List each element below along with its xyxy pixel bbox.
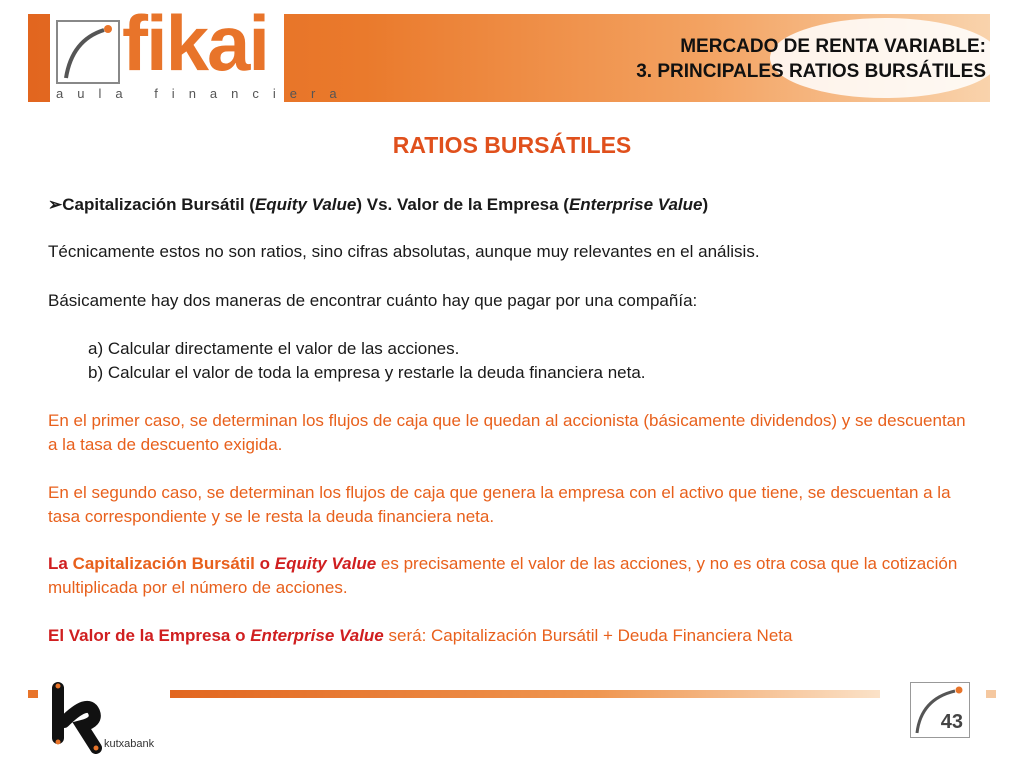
paragraph-2: Básicamente hay dos maneras de encontrar cuánto hay que pagar por una compañía: bbox=[48, 291, 698, 310]
page-number: 43 bbox=[940, 711, 963, 733]
bullet-text-2: ) Vs. Valor de la Empresa ( bbox=[356, 195, 569, 214]
header-title bbox=[636, 34, 986, 84]
p5-equity-value: Equity Value bbox=[274, 554, 377, 573]
header-title-line-2: 3. PRINCIPALES RATIOS BURSÁTILES bbox=[636, 61, 986, 82]
option-b: b) Calcular el valor de toda la empresa y restarle la deuda financiera neta. bbox=[88, 363, 646, 382]
p6-valor-empresa: El Valor de la Empresa o bbox=[48, 626, 246, 645]
footer-accent-right bbox=[986, 690, 996, 698]
p6-rest: será: Capitalización Bursátil + Deuda Financiera Neta bbox=[388, 626, 793, 645]
p5-o: o bbox=[259, 554, 271, 573]
p5-rest: es precisamente el valor de las acciones, y no es otra cosa que la cotización multiplicada por el número de acciones. bbox=[48, 554, 958, 597]
bank-name: kutxabank bbox=[104, 738, 155, 750]
paragraph-4: En el segundo caso, se determinan los flujos de caja que genera la empresa con el activo que tiene, se descuentan a la tasa correspondiente y se le resta la deuda financiera neta. bbox=[48, 483, 951, 526]
p6-enterprise-value: Enterprise Value bbox=[250, 626, 384, 645]
paragraph-1: Técnicamente estos no son ratios, sino cifras absolutas, aunque muy relevantes en el análisis. bbox=[48, 242, 760, 261]
paragraph-3: En el primer caso, se determinan los flujos de caja que le quedan al accionista (básicamente dividendos) y se descuentan a la tasa de descuento exigida. bbox=[48, 411, 966, 454]
header-title-line-1: MERCADO DE RENTA VARIABLE: bbox=[680, 36, 986, 57]
bullet-text-1: Capitalización Bursátil ( bbox=[62, 195, 255, 214]
section-title: RATIOS BURSÁTILES bbox=[392, 132, 632, 158]
kutxabank-k-logo-icon bbox=[48, 678, 108, 754]
paragraph-6 bbox=[48, 624, 972, 648]
bullet-text-3: ) bbox=[702, 195, 709, 214]
bullet-enterprise-value: Enterprise Value bbox=[568, 195, 703, 214]
brand-subtitle: aula financiera bbox=[56, 86, 351, 101]
fikai-logo-mark-icon bbox=[56, 20, 120, 84]
page-number-box bbox=[910, 682, 970, 738]
p5-la: La bbox=[48, 554, 68, 573]
paragraph-5 bbox=[48, 552, 972, 600]
arrow-bullet-icon: ➢ bbox=[48, 195, 63, 214]
footer-accent-left bbox=[28, 690, 38, 698]
p5-cap-bursatil: Capitalización Bursátil bbox=[72, 554, 255, 573]
brand-wordmark: fikai bbox=[122, 0, 269, 87]
option-a: a) Calcular directamente el valor de las acciones. bbox=[88, 339, 460, 358]
bullet-equity-value: Equity Value bbox=[254, 195, 357, 214]
bullet-heading bbox=[48, 193, 972, 217]
footer-line bbox=[170, 690, 880, 698]
